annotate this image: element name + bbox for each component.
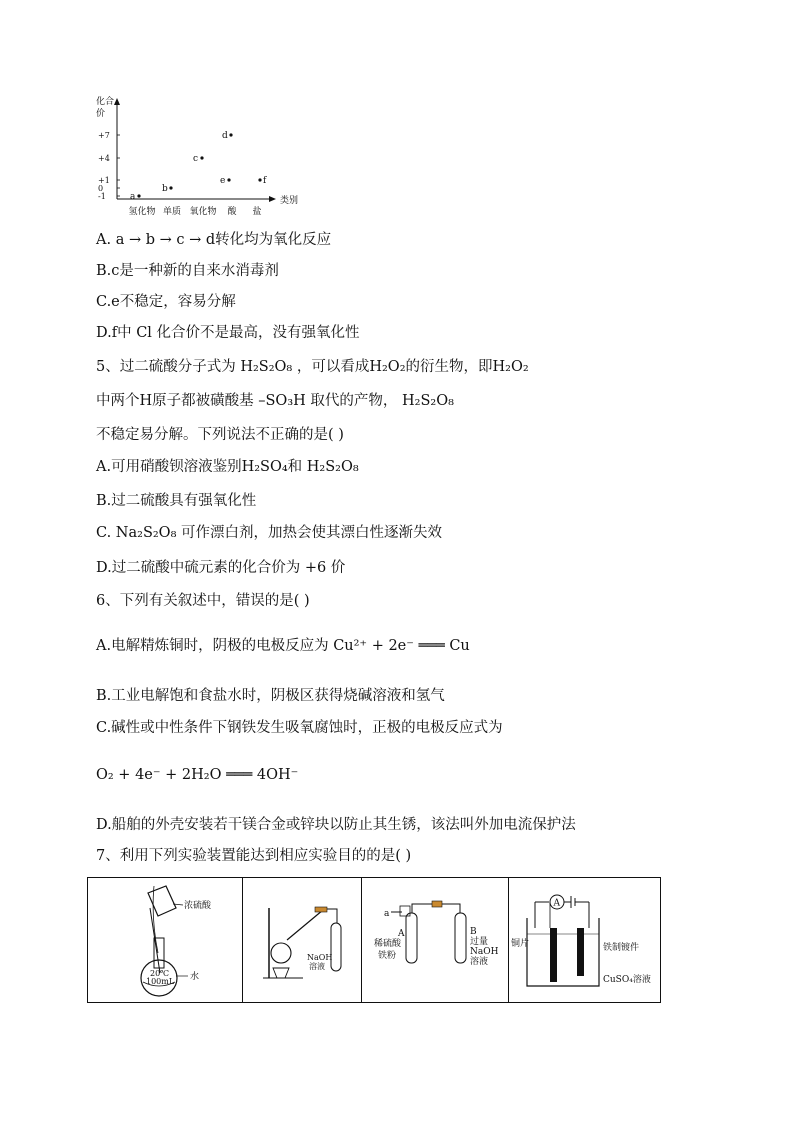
heating-apparatus-figure: [243, 878, 361, 1002]
q6-option-a: A.电解精炼铜时，阴极的电极反应为 Cu²⁺ + 2e⁻ ═══ Cu: [96, 638, 470, 654]
label-dilute-acid: 稀硫酸: [374, 939, 402, 949]
q5-stem-1: 5、过二硫酸分子式为 H₂S₂O₈ ，可以看成H₂O₂的衍生物，即H₂O₂: [96, 359, 529, 375]
x-category-label: 盐: [252, 207, 262, 217]
label-naoh: NaOH: [307, 953, 333, 962]
point-label-f: f: [263, 176, 267, 186]
label-iron-part: 铁制镀件: [603, 943, 640, 953]
data-point-e: [227, 178, 230, 181]
label-excess: 过量: [470, 937, 489, 947]
q6-option-d: D.船舶的外壳安装若干镁合金或锌块以防止其生锈，该法叫外加电流保护法: [96, 817, 576, 833]
label-solution: 溶液: [470, 957, 489, 967]
label-a: a: [384, 909, 390, 919]
q7-stem: 7、利用下列实验装置能达到相应实验目的的是( ): [96, 848, 412, 864]
data-points: [130, 131, 267, 202]
q5-stem-3: 不稳定易分解。下列说法不正确的是( ): [96, 427, 344, 443]
data-point-d: [229, 133, 232, 136]
label-A: A: [398, 929, 405, 939]
label-conc-acid: 浓硫酸: [184, 901, 212, 911]
q5-stem-2: 中两个H原子都被磺酸基 –SO₃H 取代的产物， H₂S₂O₈: [96, 393, 454, 409]
x-category-label: 单质: [162, 207, 182, 217]
apparatus-cell-a: [88, 878, 243, 1002]
label-flask-temp: 20℃: [150, 969, 170, 978]
tube-apparatus-figure: [362, 878, 508, 1002]
label-cuso4: CuSO₄溶液: [603, 975, 651, 985]
q5-option-a: A.可用硝酸钡溶液鉴别H₂SO₄和 H₂S₂O₈: [96, 459, 359, 475]
y-axis-arrow: [114, 98, 120, 105]
data-point-a: [137, 194, 140, 197]
x-categories: [128, 205, 261, 217]
q4-option-a: A. a → b → c → d转化均为氧化反应: [96, 232, 332, 248]
point-label-b: b: [162, 184, 168, 194]
label-water: 水: [190, 972, 200, 982]
y-tick-label: +1: [98, 176, 110, 185]
label-copper-sheet: 铜片: [511, 939, 530, 949]
q4-option-b: B.c是一种新的自来水消毒剂: [96, 263, 279, 279]
x-category-label: 酸: [227, 207, 237, 217]
x-category-label: 氢化物: [128, 207, 156, 217]
q5-option-c: C. Na₂S₂O₈ 可作漂白剂，加热会使其漂白性逐渐失效: [96, 525, 442, 541]
data-point-b: [169, 186, 172, 189]
q6-option-c-equation: O₂ + 4e⁻ + 2H₂O ═══ 4OH⁻: [96, 767, 299, 783]
point-label-a: a: [130, 192, 136, 202]
label-naoh-solution: 溶液: [309, 962, 325, 971]
label-B: B: [470, 927, 477, 937]
q5-option-d: D.过二硫酸中硫元素的化合价为 +6 价: [96, 560, 346, 576]
data-point-c: [200, 156, 203, 159]
apparatus-cell-d: [509, 878, 661, 1002]
chart-ylabel-2: 价: [96, 109, 106, 119]
y-tick-label: +4: [98, 154, 110, 163]
q5-option-b: B.过二硫酸具有强氧化性: [96, 493, 257, 509]
q6-stem: 6、下列有关叙述中，错误的是( ): [96, 593, 310, 609]
label-naoh-2: NaOH: [470, 947, 499, 957]
chart-xlabel: 类别: [280, 196, 299, 206]
point-label-c: c: [193, 154, 199, 164]
label-iron-powder: 铁粉: [378, 951, 397, 961]
chart-ylabel-1: 化合: [96, 97, 115, 107]
point-label-d: d: [222, 131, 228, 141]
q6-option-b: B.工业电解饱和食盐水时，阴极区获得烧碱溶液和氢气: [96, 688, 445, 704]
x-category-label: 氧化物: [189, 207, 217, 217]
electroplating-figure: [509, 878, 661, 1002]
point-label-e: e: [220, 176, 226, 186]
valence-chart-svg: [92, 92, 392, 222]
valence-chart: [92, 92, 392, 222]
apparatus-table: [87, 877, 661, 1003]
q4-option-c: C.e不稳定，容易分解: [96, 294, 236, 310]
q6-option-c: C.碱性或中性条件下钢铁发生吸氧腐蚀时，正极的电极反应式为: [96, 720, 503, 736]
dilution-apparatus-figure: [88, 878, 242, 1002]
apparatus-cell-b: [243, 878, 362, 1002]
label-flask-volume: 100mL: [146, 977, 175, 986]
y-tick-label: 0: [98, 184, 104, 193]
label-ammeter: A: [553, 898, 560, 909]
q4-option-d: D.f中 Cl 化合价不是最高，没有强氧化性: [96, 325, 360, 341]
x-axis-arrow: [269, 196, 276, 202]
apparatus-cell-c: [362, 878, 509, 1002]
y-tick-label: +7: [98, 131, 110, 140]
y-tick-label: -1: [98, 192, 106, 201]
data-point-f: [258, 178, 261, 181]
